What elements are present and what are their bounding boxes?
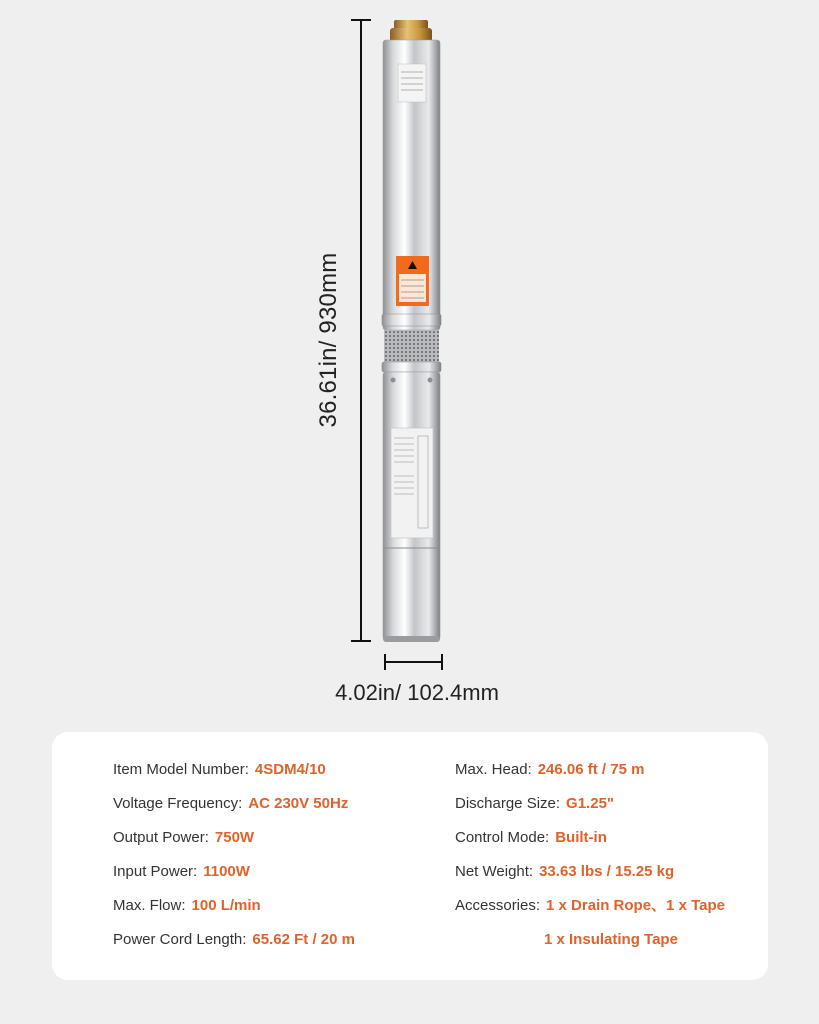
spec-key: Voltage Frequency: — [113, 795, 243, 812]
spec-card — [52, 732, 768, 980]
spec-value: G1.25" — [566, 795, 615, 812]
spec-key: Item Model Number: — [113, 761, 249, 778]
width-dimension-line — [385, 661, 443, 663]
submersible-pump-icon — [380, 18, 444, 648]
spec-value: 1 x Drain Rope、1 x Tape — [546, 897, 725, 914]
spec-value: AC 230V 50Hz — [248, 795, 349, 812]
intake-mesh — [384, 330, 439, 362]
spec-value: 1100W — [203, 863, 250, 880]
spec-row-voltage — [113, 794, 355, 828]
spec-value: 1 x Insulating Tape — [544, 931, 678, 948]
spec-row-max-head — [455, 760, 725, 794]
spec-value: 750W — [214, 829, 255, 846]
spec-column-right — [455, 760, 725, 964]
spec-key: Net Weight: — [455, 863, 534, 880]
spec-key: Max. Head: — [455, 761, 532, 778]
warning-sticker — [396, 256, 429, 306]
width-dimension-cap-right — [441, 654, 443, 670]
spec-row-cord-length — [113, 930, 355, 964]
height-dimension-line — [360, 20, 362, 642]
spec-key: Control Mode: — [455, 829, 550, 846]
width-dimension-label: 4.02in/ 102.4mm — [335, 680, 499, 705]
spec-row-output-power — [113, 828, 355, 862]
spec-column-left — [113, 760, 355, 964]
spec-value: 100 L/min — [191, 897, 261, 914]
spec-row-discharge-size — [455, 794, 725, 828]
height-dimension-cap-bottom — [351, 640, 371, 642]
spec-key: Output Power: — [113, 829, 209, 846]
spec-row-input-power — [113, 862, 355, 896]
spec-row-accessories-continued — [455, 930, 725, 964]
nameplate-label — [398, 64, 426, 102]
spec-key: Max. Flow: — [113, 897, 186, 914]
spec-key: Input Power: — [113, 863, 198, 880]
spec-row-model — [113, 760, 355, 794]
spec-key: Discharge Size: — [455, 795, 561, 812]
spec-value: 246.06 ft / 75 m — [537, 761, 645, 778]
motor-label — [391, 428, 433, 538]
spec-value: 65.62 Ft / 20 m — [252, 931, 355, 948]
height-dimension-label: 36.61in/ 930mm — [315, 252, 342, 428]
brass-outlet — [390, 20, 432, 42]
spec-row-accessories — [455, 896, 725, 930]
spec-key: Accessories: — [455, 897, 541, 914]
spec-value: Built-in — [555, 829, 607, 846]
spec-row-net-weight — [455, 862, 725, 896]
spec-value: 4SDM4/10 — [254, 761, 326, 778]
spec-value: 33.63 lbs / 15.25 kg — [539, 863, 675, 880]
spec-key: Power Cord Length: — [113, 931, 247, 948]
spec-row-control-mode — [455, 828, 725, 862]
spec-row-max-flow — [113, 896, 355, 930]
